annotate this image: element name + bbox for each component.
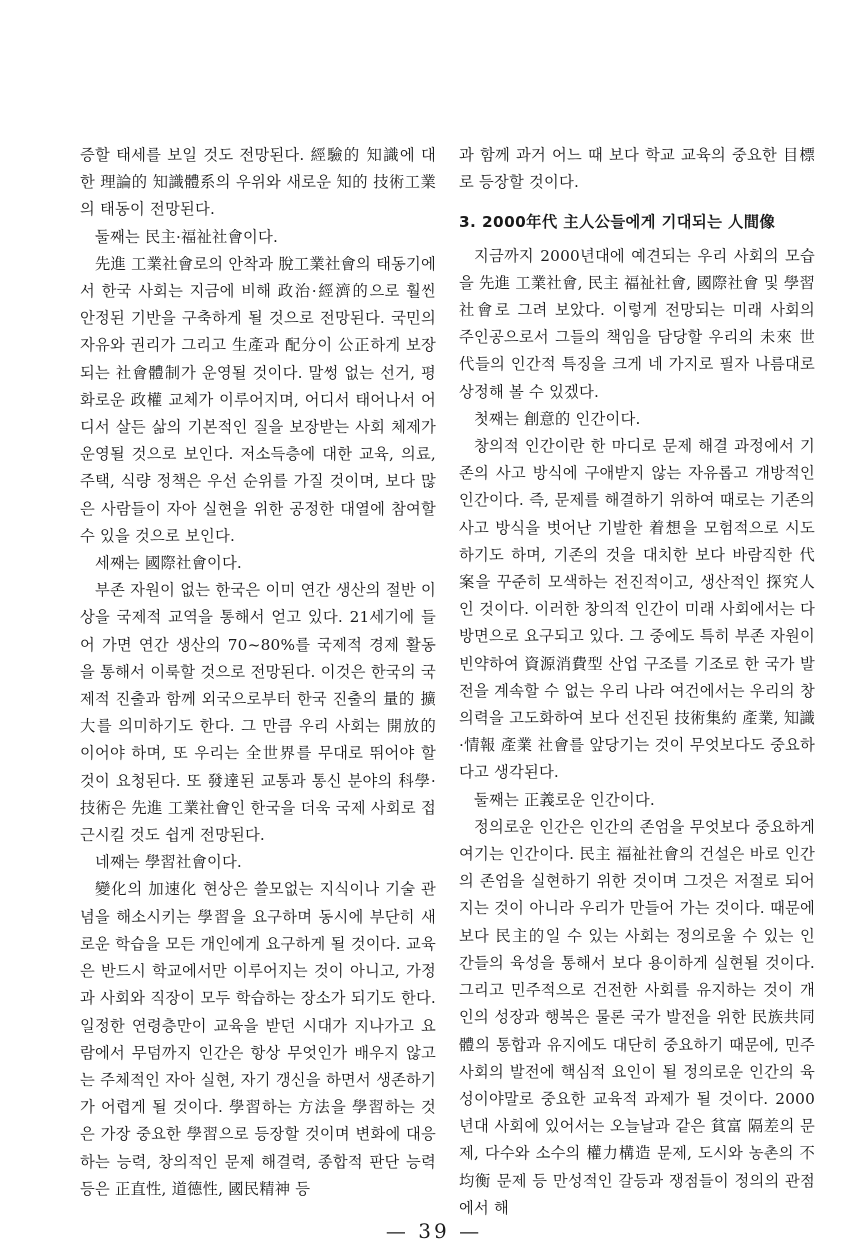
section-title-welfare: 둘째는 民主·福祉社會이다. bbox=[95, 227, 279, 246]
page-number: — 39 — bbox=[385, 1219, 483, 1243]
paragraph: 과 함께 과거 어느 때 보다 학교 교육의 중요한 目標로 등장할 것이다. bbox=[459, 146, 815, 192]
section-title-learning: 네째는 學習社會이다. bbox=[95, 853, 242, 872]
paragraph: 정의로운 인간은 인간의 존엄을 무엇보다 중요하게 여기는 인간이다. 民主 福祉社會의 건설은 바로 인간의 존엄을 실현하기 위한 것이며 그것은 저절로 되어지는 것이 아니라 우리가 만들어 가는 것이다. 때문에 보다 民主的일 수 있는 사회는 정의로울 수 있는 인간들의 육성을 통해서 보다 용이하게 실현될 것이다. 그리고 민주적으로 건전한 사회를 유지하는 것이 개인의 성장과 행복은 물론 국가 발전을 위한 民族共同體의 통합과 유지에도 대단히 중요하기 때문에, 민주 사회의 발전에 핵심적 요인이 될 정의로운 인간의 육성이야말로 중요한 교육적 과제가 될 것이다. 2000년대 사회에 있어서는 오늘날과 같은 貧富 隔差의 문제, 다수와 소수의 權力構造 문제, 도시와 농촌의 不均衡 문제 등 만성적인 갈등과 쟁점들이 정의의 관점에서 해 bbox=[459, 817, 815, 1217]
left-column bbox=[80, 142, 436, 1203]
paragraph: 變化의 加速化 현상은 쓸모없는 지식이나 기술 관념을 해소시키는 學習을 요구하며 동시에 부단히 새로운 학습을 모든 개인에게 요구하게 될 것이다. 교육은 반드시 학교에서만 이루어지는 것이 아니고, 가정과 사회와 직장이 모두 학습하는 장소가 되기도 한다. 일정한 연령층만이 교육을 받던 시대가 지나가고 요람에서 무덤까지 인간은 항상 무엇인가 배우지 않고는 주체적인 자아 실현, 자기 갱신을 하면서 생존하기가 어렵게 될 것이다. 學習하는 方法을 學習하는 것은 가장 중요한 學習으로 등장할 것이며 변화에 대응하는 능력, 창의적인 문제 해결력, 종합적 판단 능력 등은 正直性, 道德性, 國民精神 등 bbox=[80, 880, 436, 1198]
paragraph: 창의적 인간이란 한 마디로 문제 해결 과정에서 기존의 사고 방식에 구애받지 않는 자유롭고 개방적인 인간이다. 즉, 문제를 해결하기 위하여 때로는 기존의 사고 방식을 벗어난 기발한 着想을 모험적으로 시도하기도 하며, 기존의 것을 대치한 보다 바람직한 代案을 꾸준히 모색하는 전진적이고, 생산적인 探究人인 것이다. 이러한 창의적 인간이 미래 사회에서는 다방면으로 요구되고 있다. 그 중에도 특히 부존 자원이 빈약하여 資源消費型 산업 구조를 기조로 한 국가 발전을 계속할 수 없는 우리 나라 여건에서는 우리의 창의력을 고도화하여 보다 선진된 技術集約 產業, 知識·情報 產業 社會를 앞당기는 것이 무엇보다도 중요하다고 생각된다. bbox=[459, 437, 815, 782]
section-title-righteous: 둘째는 正義로운 인간이다. bbox=[474, 790, 655, 809]
section-title-creative: 첫째는 創意的 인간이다. bbox=[474, 409, 641, 428]
section-heading: 3. 2000年代 主人公들에게 기대되는 人間像 bbox=[459, 213, 776, 232]
paragraph: 증할 태세를 보일 것도 전망된다. 經驗的 知識에 대한 理論的 知識體系의 우위와 새로운 知的 技術工業의 태동이 전망된다. bbox=[80, 146, 436, 219]
paragraph: 부존 자원이 없는 한국은 이미 연간 생산의 절반 이상을 국제적 교역을 통해서 얻고 있다. 21세기에 들어 가면 연간 생산의 70~80%를 국제적 경제 활동을 통해서 이룩할 것으로 전망된다. 이것은 한국의 국제적 진출과 함께 외국으로부터 한국 진출의 量的 擴大를 의미하기도 한다. 그 만큼 우리 사회는 開放的이어야 하며, 또 우리는 全世界를 무대로 뛰어야 할 것이 요청된다. 또 發達된 교통과 통신 분야의 科學·技術은 先進 工業社會인 한국을 더욱 국제 사회로 접근시킬 것도 쉽게 전망된다. bbox=[80, 581, 436, 845]
section-title-international: 세째는 國際社會이다. bbox=[95, 554, 242, 573]
right-column bbox=[459, 142, 815, 1222]
paragraph: 先進 工業社會로의 안착과 脫工業社會의 태동기에서 한국 사회는 지금에 비해 政治·經濟的으로 훨씬 안정된 기반을 구축하게 될 것으로 전망된다. 국민의 자유와 권리가 그리고 生產과 配分이 公正하게 보장되는 社會體制가 운영될 것이다. 말썽 없는 선거, 평화로운 政權 교체가 이루어지며, 어디서 태어나서 어디서 살든 삶의 기본적인 질을 보장받는 사회 체제가 운영될 것으로 보인다. 저소득층에 대한 교육, 의료, 주택, 식량 정책은 우선 순위를 가질 것이며, 보다 많은 사람들이 자아 실현을 위한 공정한 대열에 참여할 수 있을 것으로 보인다. bbox=[80, 254, 436, 545]
paragraph: 지금까지 2000년대에 예견되는 우리 사회의 모습을 先進 工業社會, 民主 福祉社會, 國際社會 및 學習社會로 그려 보았다. 이렇게 전망되는 미래 사회의 주인공으로서 그들의 책임을 담당할 우리의 未來 世代들의 인간적 특징을 크게 네 가지로 필자 나름대로 상정해 볼 수 있겠다. bbox=[459, 246, 815, 401]
